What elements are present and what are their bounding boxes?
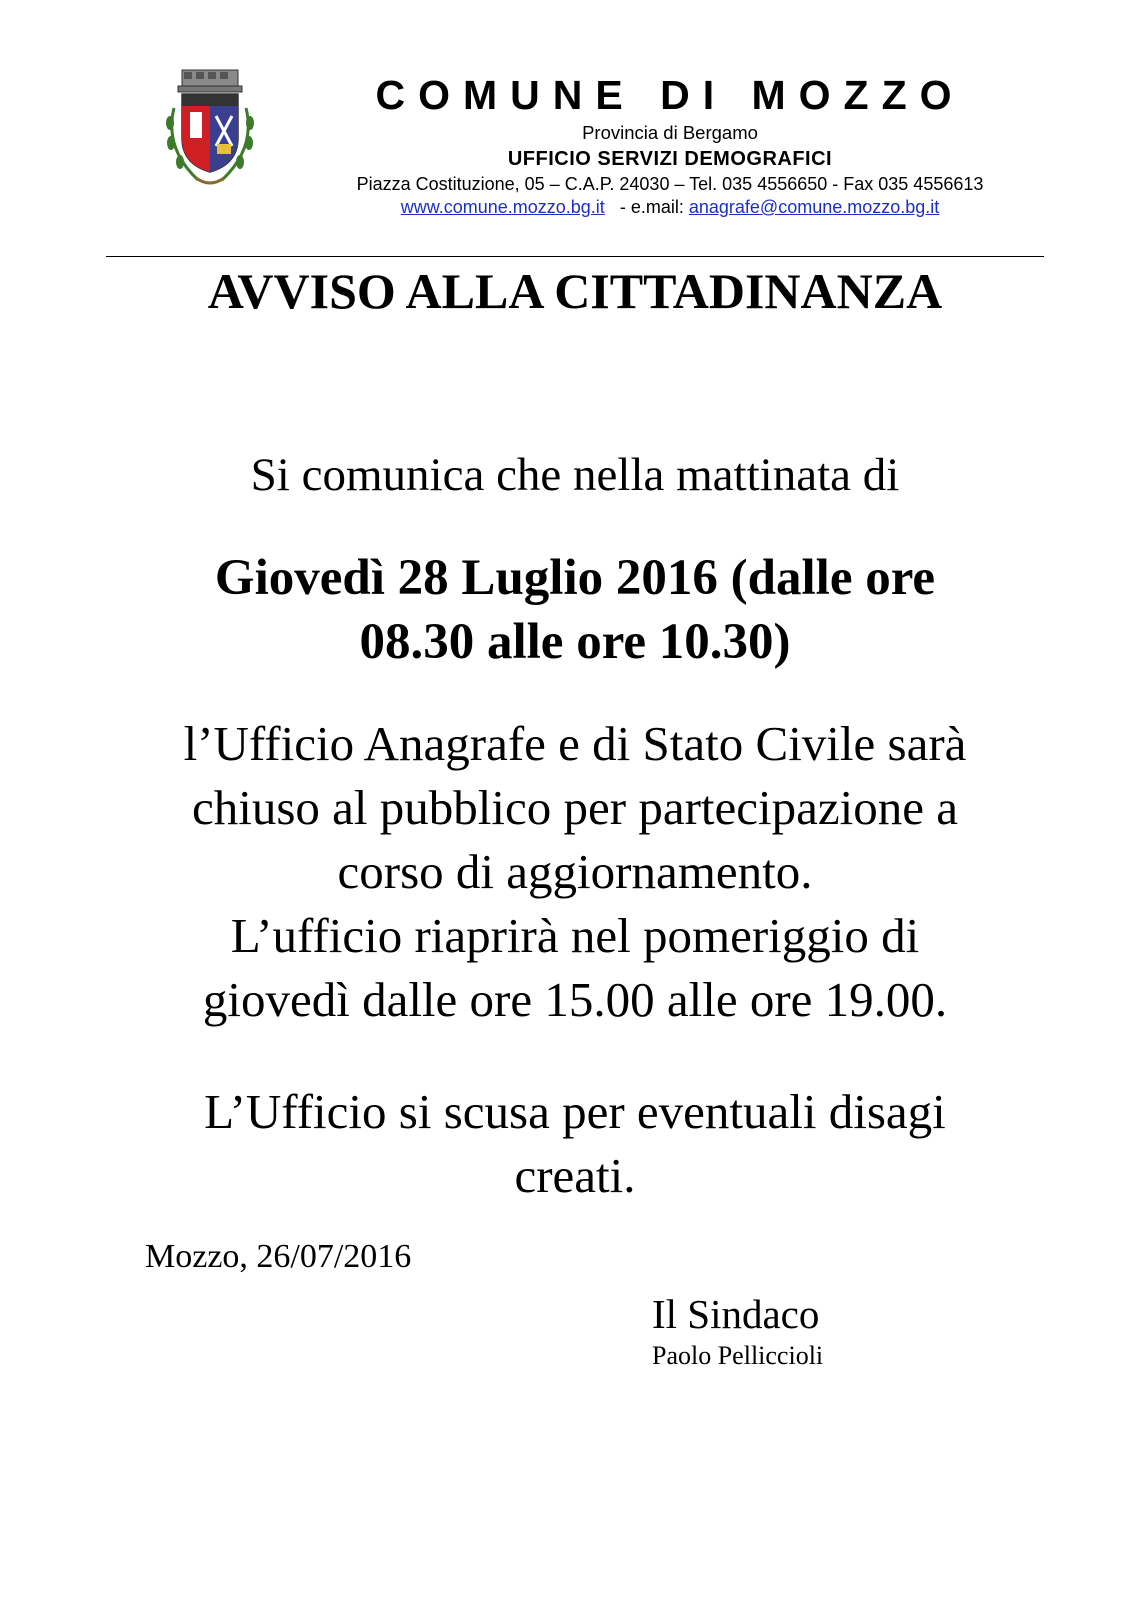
office-name: UFFICIO SERVIZI DEMOGRAFICI: [507, 148, 833, 170]
notice-time-line: 08.30 alle ore 10.30): [359, 614, 791, 670]
notice-intro: Si comunica che nella mattinata di: [250, 449, 900, 501]
municipal-coat-of-arms-icon: [160, 68, 260, 192]
notice-body-line: corso di aggiornamento.: [337, 844, 813, 899]
notice-date-line: Giovedì 28 Luglio 2016 (dalle ore: [214, 550, 936, 606]
apology-line: creati.: [514, 1148, 636, 1203]
notice-body-line: L’ufficio riaprirà nel pomeriggio di: [230, 908, 920, 963]
signer-role: Il Sindaco: [652, 1291, 820, 1337]
municipality-title: COMUNE DI MOZZO: [375, 72, 965, 118]
website-link[interactable]: www.comune.mozzo.bg.it: [400, 197, 605, 217]
province-name: Provincia di Bergamo: [582, 122, 758, 143]
contact-line: [320, 197, 1020, 218]
header-divider: [106, 256, 1044, 257]
place-and-date: Mozzo, 26/07/2016: [145, 1238, 412, 1275]
email-label: - e.mail:: [619, 197, 684, 217]
notice-body-line: giovedì dalle ore 15.00 alle ore 19.00.: [202, 972, 948, 1027]
office-address: Piazza Costituzione, 05 – C.A.P. 24030 – Tel. 035 4556650 - Fax 035 4556613: [356, 174, 984, 194]
notice-body-line: l’Ufficio Anagrafe e di Stato Civile sarà: [183, 716, 967, 771]
email-link[interactable]: anagrafe@comune.mozzo.bg.it: [688, 197, 940, 217]
notice-title: AVVISO ALLA CITTADINANZA: [207, 263, 943, 319]
signer-name: Paolo Pelliccioli: [652, 1341, 824, 1370]
apology-line: L’Ufficio si scusa per eventuali disagi: [204, 1084, 946, 1139]
notice-body-line: chiuso al pubblico per partecipazione a: [192, 780, 958, 835]
